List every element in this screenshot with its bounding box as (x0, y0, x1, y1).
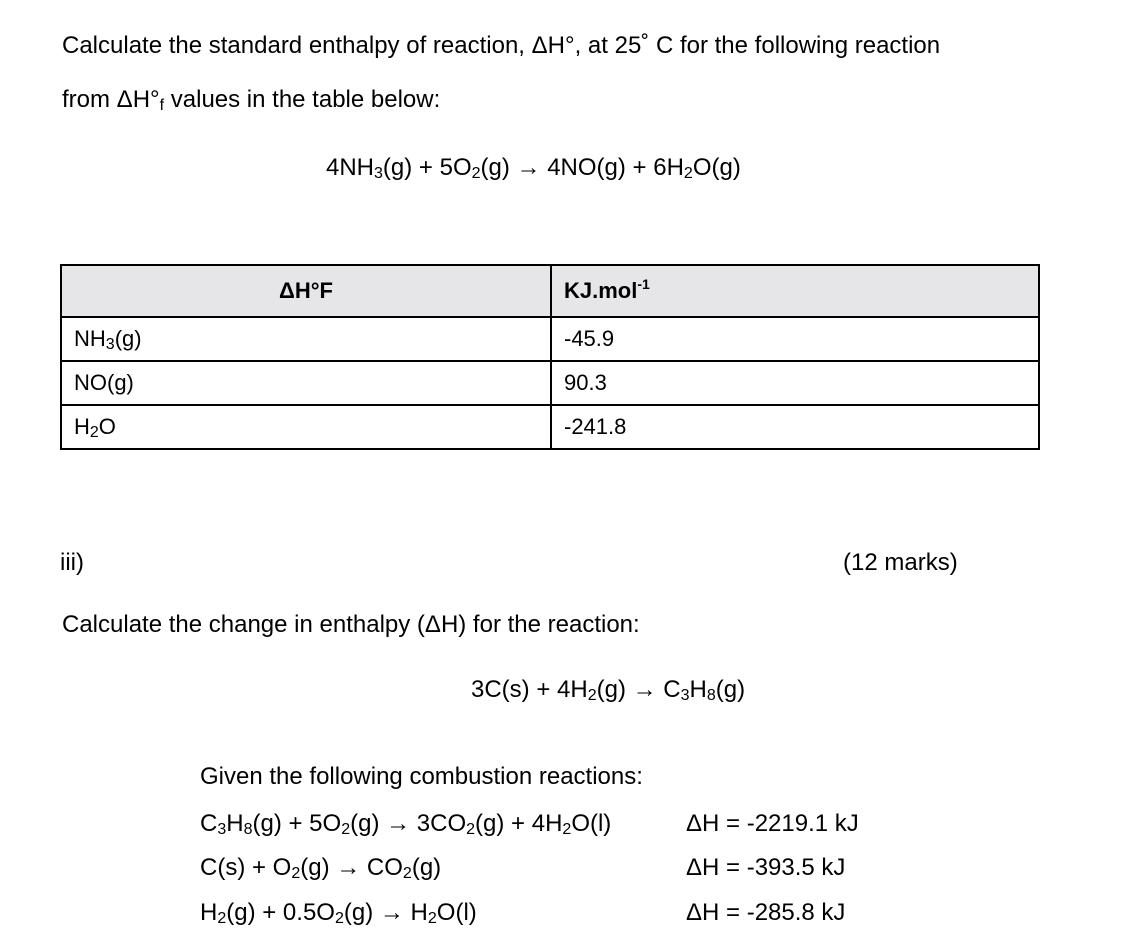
eq-part: (g) → CO (300, 854, 403, 881)
combustion-equation-2 (200, 854, 441, 882)
species-cell (61, 317, 551, 361)
eq-sub: 2 (402, 865, 412, 882)
species-text: H (74, 414, 90, 439)
eq-sub: 3 (217, 821, 227, 838)
intro-subscript: f (159, 97, 165, 114)
species-cell (61, 361, 551, 405)
eq-part: C (200, 810, 218, 837)
species-text: O (98, 414, 116, 439)
eq-sub: 2 (562, 821, 572, 838)
reaction-equation-2 (471, 676, 745, 704)
eq-sub: 2 (341, 821, 351, 838)
table-header-row (61, 265, 1039, 317)
given-label: Given the following combustion reactions: (200, 763, 643, 790)
value-cell: -45.9 (551, 317, 1039, 361)
eq-part: O(l) (436, 899, 477, 926)
eq-sub: 2 (471, 165, 481, 182)
eq-part: (g) + 4H (475, 810, 563, 837)
eq-sub: 3 (374, 165, 383, 182)
table-row (61, 405, 1039, 449)
intro-text-b: values in the table below: (164, 86, 441, 113)
eq-sub: 2 (683, 165, 693, 182)
species-sub: 2 (89, 424, 99, 441)
enthalpy-table (60, 264, 1040, 450)
eq-part: O(l) (571, 810, 612, 837)
eq-part: C(s) + O (200, 854, 292, 881)
eq-part: O(g) (692, 154, 741, 181)
eq-sub: 2 (217, 910, 227, 927)
eq-part: (g) → C (596, 676, 681, 703)
eq-sub: 3 (680, 687, 690, 704)
eq-part: (g) (411, 854, 442, 881)
eq-part: (g) + 5O (252, 810, 342, 837)
eq-part: (g) → H (343, 899, 428, 926)
combustion-equation-3 (200, 899, 477, 927)
species-text: (g) (114, 326, 142, 351)
species-sub: 3 (105, 336, 115, 353)
eq-part: (g) + 0.5O (226, 899, 335, 926)
eq-part: (g) + 5O (382, 154, 472, 181)
eq-part: 3C(s) + 4H (471, 676, 588, 703)
header-units (551, 265, 1039, 317)
reaction-equation-1 (326, 154, 741, 182)
eq-part: H (689, 676, 707, 703)
combustion-equation-1 (200, 810, 611, 838)
eq-sub: 2 (466, 821, 476, 838)
eq-part: H (226, 810, 244, 837)
enthalpy-value-3: ΔH = -285.8 kJ (686, 899, 846, 926)
eq-part: (g) → 4NO(g) + 6H (480, 154, 684, 181)
enthalpy-value-1: ΔH = -2219.1 kJ (686, 810, 859, 837)
eq-sub: 2 (587, 687, 597, 704)
intro-text-a: from ΔH° (62, 86, 160, 113)
units-superscript: -1 (637, 276, 650, 292)
header-dh-f: ΔH°F (61, 265, 551, 317)
eq-part: (g) → 3CO (350, 810, 467, 837)
eq-part: (g) (715, 676, 746, 703)
table-row (61, 317, 1039, 361)
question2-prompt: Calculate the change in enthalpy (ΔH) for the reaction: (62, 611, 640, 638)
eq-sub: 2 (427, 910, 437, 927)
species-text: NH (74, 326, 106, 351)
part-label: iii) (60, 549, 84, 576)
species-text: NO(g) (74, 370, 134, 395)
eq-sub: 2 (291, 865, 301, 882)
units-text: KJ.mol (564, 278, 638, 303)
marks-label: (12 marks) (843, 549, 958, 576)
eq-part: H (200, 899, 218, 926)
species-cell (61, 405, 551, 449)
question-intro-line2 (62, 86, 440, 114)
eq-sub: 8 (243, 821, 253, 838)
eq-sub: 2 (334, 910, 344, 927)
value-cell: -241.8 (551, 405, 1039, 449)
enthalpy-value-2: ΔH = -393.5 kJ (686, 854, 846, 881)
table-row (61, 361, 1039, 405)
value-cell: 90.3 (551, 361, 1039, 405)
eq-part: 4NH (326, 154, 375, 181)
question-intro-line1: Calculate the standard enthalpy of reaction, ΔH°, at 25˚ C for the following reaction (62, 32, 941, 59)
eq-sub: 8 (706, 687, 716, 704)
